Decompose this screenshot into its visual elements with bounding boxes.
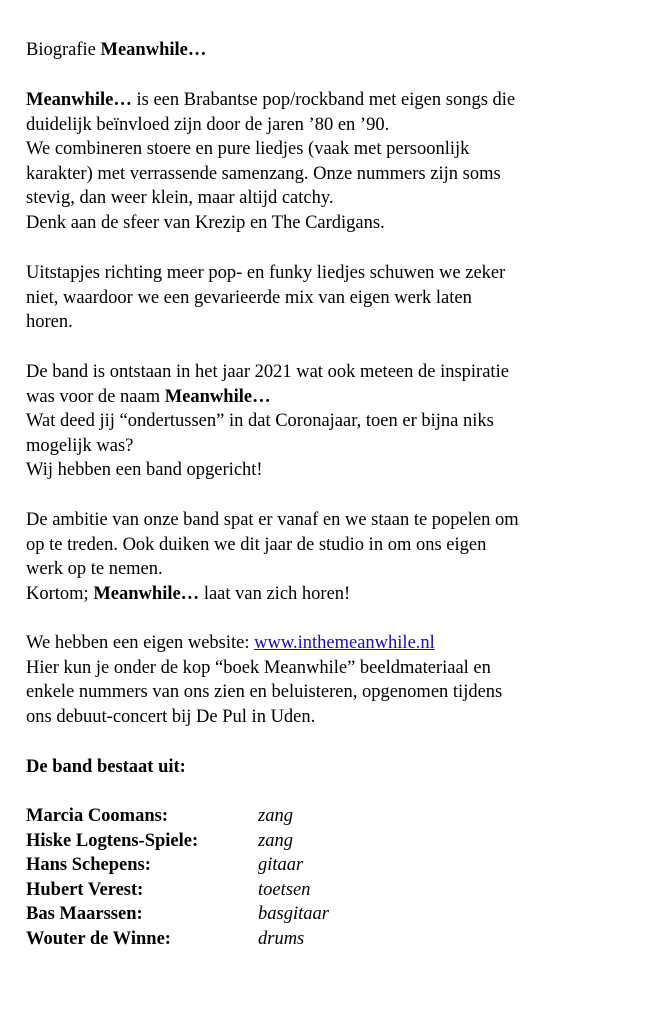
text-line: De ambitie van onze band spat er vanaf en we staan te popelen om bbox=[26, 510, 519, 530]
text-line: Wat deed jij “ondertussen” in dat Coronajaar, toen er bijna niks bbox=[26, 411, 494, 431]
member-role: zang bbox=[258, 806, 293, 826]
member-row bbox=[26, 902, 636, 927]
paragraph-intro bbox=[26, 88, 636, 235]
member-name: Hans Schepens: bbox=[26, 855, 151, 875]
member-role: zang bbox=[258, 830, 293, 851]
member-name: Wouter de Winne: bbox=[26, 928, 171, 949]
text-line: Hier kun je onder de kop “boek Meanwhile” beeldmateriaal en bbox=[26, 657, 491, 678]
member-role: gitaar bbox=[258, 855, 304, 875]
text-line: horen. bbox=[26, 312, 73, 332]
paragraph-website bbox=[26, 631, 636, 729]
member-name: Marcia Coomans: bbox=[26, 806, 168, 826]
band-name: Meanwhile… bbox=[26, 90, 132, 110]
text-line: duidelijk beïnvloed zijn door de jaren ’80 en ’90. bbox=[26, 114, 390, 135]
member-role: drums bbox=[258, 928, 305, 949]
member-row bbox=[26, 878, 636, 903]
band-name: Meanwhile… bbox=[164, 386, 271, 407]
member-row bbox=[26, 927, 636, 952]
text-line: op te treden. Ook duiken we dit jaar de studio in om ons eigen bbox=[26, 534, 487, 555]
paragraph-style bbox=[26, 261, 636, 335]
member-row bbox=[26, 804, 636, 829]
text-line: enkele nummers van ons zien en beluisteren, opgenomen tijdens bbox=[26, 682, 503, 702]
text-line: Kortom; Meanwhile… laat van zich horen! bbox=[26, 583, 351, 604]
text-line: Denk aan de sfeer van Krezip en The Cardigans. bbox=[26, 212, 385, 233]
text-line: We combineren stoere en pure liedjes (vaak met persoonlijk bbox=[26, 139, 470, 159]
members-list bbox=[26, 804, 636, 951]
member-name: Hiske Logtens-Spiele: bbox=[26, 830, 199, 851]
text-line: karakter) met verrassende samenzang. Onze nummers zijn soms bbox=[26, 163, 501, 184]
member-row bbox=[26, 853, 636, 878]
text-line: werk op te nemen. bbox=[26, 559, 163, 579]
title-line: Biografie Meanwhile… bbox=[26, 40, 207, 60]
text-line: De band is ontstaan in het jaar 2021 wat ook meteen de inspiratie bbox=[26, 362, 509, 382]
band-name: Meanwhile… bbox=[100, 40, 207, 60]
text-line: niet, waardoor we een gevarieerde mix van eigen werk laten bbox=[26, 287, 472, 308]
text-line: Wij hebben een band opgericht! bbox=[26, 460, 263, 480]
member-role: toetsen bbox=[258, 879, 311, 900]
member-role: basgitaar bbox=[258, 904, 329, 924]
paragraph-ambition bbox=[26, 508, 636, 606]
band-name: Meanwhile… bbox=[93, 583, 200, 604]
text-line: We hebben een eigen website: www.inthemeanwhile.nl bbox=[26, 633, 435, 653]
members-heading-text: De band bestaat uit: bbox=[26, 757, 186, 777]
text-line: stevig, dan weer klein, maar altijd catchy. bbox=[26, 188, 334, 208]
text-line: ons debuut-concert bij De Pul in Uden. bbox=[26, 706, 316, 727]
text-line: Uitstapjes richting meer pop- en funky liedjes schuwen we zeker bbox=[26, 263, 506, 283]
text-line: Meanwhile… is een Brabantse pop/rockband met eigen songs die bbox=[26, 90, 516, 110]
member-name: Hubert Verest: bbox=[26, 879, 144, 900]
member-row bbox=[26, 829, 636, 854]
text-line: was voor de naam Meanwhile… bbox=[26, 386, 271, 407]
paragraph-origin bbox=[26, 360, 636, 483]
website-link[interactable]: www.inthemeanwhile.nl bbox=[254, 633, 435, 653]
document-title bbox=[26, 38, 636, 63]
members-heading bbox=[26, 755, 636, 780]
text-line: mogelijk was? bbox=[26, 435, 134, 456]
member-name: Bas Maarssen: bbox=[26, 904, 143, 924]
